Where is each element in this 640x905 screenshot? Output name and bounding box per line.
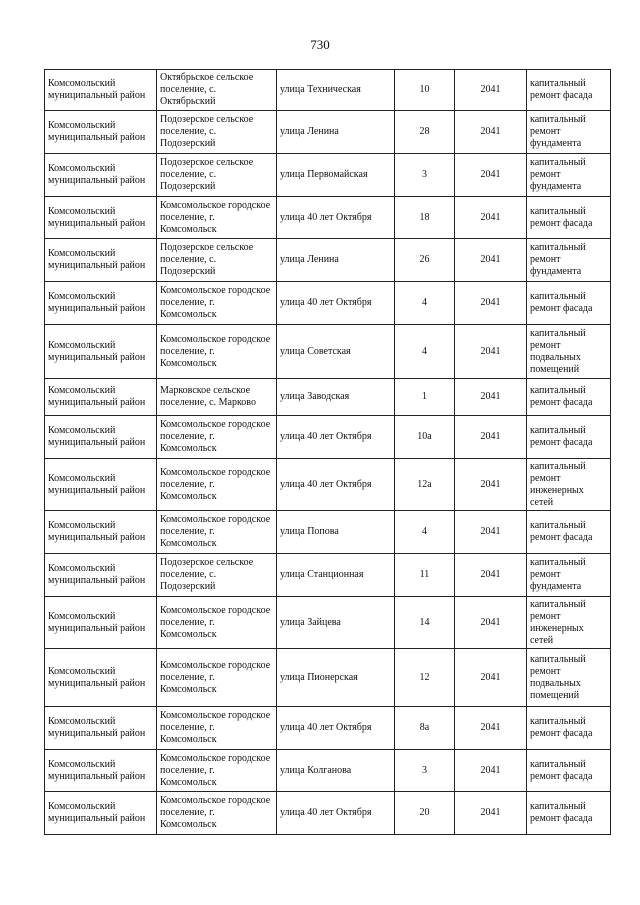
- year-cell: 2041: [455, 325, 527, 379]
- settlement-cell: Подозерское сельское поселение, с. Подозерский: [157, 239, 277, 282]
- house-number-cell: 3: [395, 154, 455, 197]
- table-row: [45, 707, 611, 750]
- settlement-cell: Комсомольское городское поселение, г. Комсомольск: [157, 597, 277, 649]
- house-number-cell: 28: [395, 111, 455, 154]
- street-cell: улица Ленина: [277, 239, 395, 282]
- house-number-cell: 4: [395, 511, 455, 554]
- work-type-cell: капитальный ремонт фасада: [527, 379, 611, 416]
- settlement-cell: Комсомольское городское поселение, г. Комсомольск: [157, 792, 277, 835]
- street-cell: улица Пионерская: [277, 649, 395, 707]
- street-cell: улица Заводская: [277, 379, 395, 416]
- street-cell: улица Техническая: [277, 70, 395, 111]
- district-cell: Комсомольский муниципальный район: [45, 379, 157, 416]
- year-cell: 2041: [455, 511, 527, 554]
- district-cell: Комсомольский муниципальный район: [45, 239, 157, 282]
- work-type-cell: капитальный ремонт инженерных сетей: [527, 459, 611, 511]
- settlement-cell: Комсомольское городское поселение, г. Комсомольск: [157, 325, 277, 379]
- settlement-cell: Комсомольское городское поселение, г. Комсомольск: [157, 197, 277, 239]
- year-cell: 2041: [455, 554, 527, 597]
- work-type-cell: капитальный ремонт фасада: [527, 792, 611, 835]
- house-number-cell: 14: [395, 597, 455, 649]
- work-type-cell: капитальный ремонт фасада: [527, 416, 611, 459]
- work-type-cell: капитальный ремонт инженерных сетей: [527, 597, 611, 649]
- district-cell: Комсомольский муниципальный район: [45, 511, 157, 554]
- work-type-cell: капитальный ремонт фундамента: [527, 239, 611, 282]
- table-row: [45, 750, 611, 792]
- table-row: [45, 554, 611, 597]
- street-cell: улица 40 лет Октября: [277, 197, 395, 239]
- settlement-cell: Комсомольское городское поселение, г. Комсомольск: [157, 707, 277, 750]
- year-cell: 2041: [455, 597, 527, 649]
- house-number-cell: 12а: [395, 459, 455, 511]
- district-cell: Комсомольский муниципальный район: [45, 416, 157, 459]
- street-cell: улица Ленина: [277, 111, 395, 154]
- settlement-cell: Комсомольское городское поселение, г. Комсомольск: [157, 649, 277, 707]
- year-cell: 2041: [455, 154, 527, 197]
- district-cell: Комсомольский муниципальный район: [45, 70, 157, 111]
- street-cell: улица Колганова: [277, 750, 395, 792]
- year-cell: 2041: [455, 707, 527, 750]
- work-type-cell: капитальный ремонт фасада: [527, 707, 611, 750]
- table-row: [45, 379, 611, 416]
- work-type-cell: капитальный ремонт фасада: [527, 511, 611, 554]
- street-cell: улица 40 лет Октября: [277, 792, 395, 835]
- table-body: [45, 70, 611, 835]
- settlement-cell: Октябрьское сельское поселение, с. Октябрьский: [157, 70, 277, 111]
- street-cell: улица 40 лет Октября: [277, 416, 395, 459]
- year-cell: 2041: [455, 111, 527, 154]
- table-row: [45, 459, 611, 511]
- house-number-cell: 1: [395, 379, 455, 416]
- year-cell: 2041: [455, 239, 527, 282]
- table-row: [45, 597, 611, 649]
- table-row: [45, 792, 611, 835]
- work-type-cell: капитальный ремонт фасада: [527, 197, 611, 239]
- table-row: [45, 511, 611, 554]
- settlement-cell: Комсомольское городское поселение, г. Комсомольск: [157, 459, 277, 511]
- year-cell: 2041: [455, 649, 527, 707]
- settlement-cell: Марковское сельское поселение, с. Марково: [157, 379, 277, 416]
- street-cell: улица 40 лет Октября: [277, 707, 395, 750]
- work-type-cell: капитальный ремонт фундамента: [527, 554, 611, 597]
- year-cell: 2041: [455, 416, 527, 459]
- district-cell: Комсомольский муниципальный район: [45, 459, 157, 511]
- house-number-cell: 4: [395, 282, 455, 325]
- settlement-cell: Комсомольское городское поселение, г. Комсомольск: [157, 511, 277, 554]
- work-type-cell: капитальный ремонт фасада: [527, 282, 611, 325]
- year-cell: 2041: [455, 197, 527, 239]
- table-row: [45, 416, 611, 459]
- street-cell: улица Зайцева: [277, 597, 395, 649]
- street-cell: улица Советская: [277, 325, 395, 379]
- district-cell: Комсомольский муниципальный район: [45, 154, 157, 197]
- work-type-cell: капитальный ремонт фасада: [527, 750, 611, 792]
- year-cell: 2041: [455, 750, 527, 792]
- district-cell: Комсомольский муниципальный район: [45, 197, 157, 239]
- work-type-cell: капитальный ремонт фасада: [527, 70, 611, 111]
- house-number-cell: 20: [395, 792, 455, 835]
- district-cell: Комсомольский муниципальный район: [45, 707, 157, 750]
- year-cell: 2041: [455, 379, 527, 416]
- year-cell: 2041: [455, 70, 527, 111]
- district-cell: Комсомольский муниципальный район: [45, 750, 157, 792]
- work-type-cell: капитальный ремонт подвальных помещений: [527, 649, 611, 707]
- table-row: [45, 197, 611, 239]
- work-type-cell: капитальный ремонт фундамента: [527, 111, 611, 154]
- table-row: [45, 239, 611, 282]
- settlement-cell: Подозерское сельское поселение, с. Подозерский: [157, 111, 277, 154]
- district-cell: Комсомольский муниципальный район: [45, 554, 157, 597]
- year-cell: 2041: [455, 282, 527, 325]
- house-number-cell: 26: [395, 239, 455, 282]
- repair-schedule-table: [44, 69, 611, 835]
- settlement-cell: Комсомольское городское поселение, г. Комсомольск: [157, 750, 277, 792]
- table-row: [45, 70, 611, 111]
- page-number: 730: [310, 37, 330, 52]
- district-cell: Комсомольский муниципальный район: [45, 649, 157, 707]
- district-cell: Комсомольский муниципальный район: [45, 111, 157, 154]
- table-row: [45, 154, 611, 197]
- settlement-cell: Комсомольское городское поселение, г. Комсомольск: [157, 282, 277, 325]
- table-row: [45, 282, 611, 325]
- house-number-cell: 4: [395, 325, 455, 379]
- work-type-cell: капитальный ремонт фундамента: [527, 154, 611, 197]
- district-cell: Комсомольский муниципальный район: [45, 282, 157, 325]
- table-row: [45, 325, 611, 379]
- district-cell: Комсомольский муниципальный район: [45, 597, 157, 649]
- street-cell: улица Первомайская: [277, 154, 395, 197]
- street-cell: улица 40 лет Октября: [277, 459, 395, 511]
- settlement-cell: Комсомольское городское поселение, г. Комсомольск: [157, 416, 277, 459]
- district-cell: Комсомольский муниципальный район: [45, 792, 157, 835]
- street-cell: улица Станционная: [277, 554, 395, 597]
- street-cell: улица Попова: [277, 511, 395, 554]
- settlement-cell: Подозерское сельское поселение, с. Подозерский: [157, 554, 277, 597]
- district-cell: Комсомольский муниципальный район: [45, 325, 157, 379]
- table-row: [45, 111, 611, 154]
- house-number-cell: 12: [395, 649, 455, 707]
- settlement-cell: Подозерское сельское поселение, с. Подозерский: [157, 154, 277, 197]
- year-cell: 2041: [455, 459, 527, 511]
- house-number-cell: 18: [395, 197, 455, 239]
- house-number-cell: 10: [395, 70, 455, 111]
- year-cell: 2041: [455, 792, 527, 835]
- house-number-cell: 3: [395, 750, 455, 792]
- house-number-cell: 11: [395, 554, 455, 597]
- work-type-cell: капитальный ремонт подвальных помещений: [527, 325, 611, 379]
- table-row: [45, 649, 611, 707]
- street-cell: улица 40 лет Октября: [277, 282, 395, 325]
- house-number-cell: 10а: [395, 416, 455, 459]
- house-number-cell: 8а: [395, 707, 455, 750]
